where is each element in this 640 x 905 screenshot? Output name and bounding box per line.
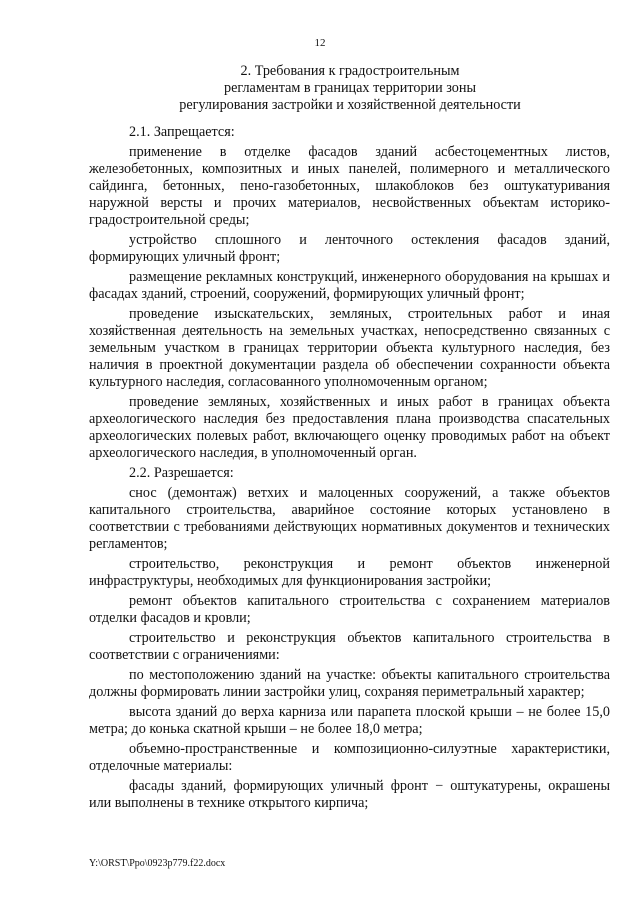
heading-line: 2. Требования к градостроительным: [240, 63, 460, 79]
page-number: 12: [314, 37, 326, 49]
heading-line: регламентам в границах территории зоны: [223, 80, 477, 96]
paragraph: ремонт объектов капитального строительства с сохранением материалов отделки фасадов и кровли;: [89, 593, 610, 626]
paragraph: проведение изыскательских, земляных, строительных работ и иная хозяйственная деятельность на земельных участках, непосредственно связанных с земельным участком в границах территории объекта культурного наследия, без наличия в проектной документации раздела об обеспечении сохранности объекта культурного наследия, согласованного уполномоченным органом;: [89, 306, 610, 390]
paragraph: снос (демонтаж) ветхих и малоценных сооружений, а также объектов капитального строительства, аварийное состояние которых установлено в соответствии с требованиями действующих нормативных документов и технических регламентов;: [89, 485, 610, 552]
paragraph: объемно-пространственные и композиционно-силуэтные характеристики, отделочные материалы:: [89, 741, 610, 774]
paragraph: высота зданий до верха карниза или парапета плоской крыши – не более 15,0 метра; до конька скатной крыши – не более 18,0 метра;: [89, 704, 610, 737]
paragraph: применение в отделке фасадов зданий асбестоцементных листов, железобетонных, композитных и иных панелей, полимерного и металлического сайдинга, бетонных, пено-газобетонных, шлакоблоков без оштукатуривания наружной версты и прочих материалов, несвойственных объектам историко-градостроительной среды;: [89, 144, 610, 228]
paragraph: устройство сплошного и ленточного остекления фасадов зданий, формирующих уличный фронт;: [89, 232, 610, 265]
paragraph: строительство, реконструкция и ремонт объектов инженерной инфраструктуры, необходимых для функционирования застройки;: [89, 556, 610, 589]
subsection-heading-prohibited: 2.1. Запрещается:: [129, 124, 235, 140]
section-heading: [90, 63, 610, 114]
subsection-heading-allowed: 2.2. Разрешается:: [129, 465, 234, 481]
paragraph: размещение рекламных конструкций, инженерного оборудования на крышах и фасадах зданий, строений, сооружений, формирующих уличный фронт;: [89, 269, 610, 302]
paragraph: фасады зданий, формирующих уличный фронт − оштукатурены, окрашены или выполнены в технике открытого кирпича;: [89, 778, 610, 811]
heading-line: регулирования застройки и хозяйственной деятельности: [179, 97, 521, 113]
paragraph: строительство и реконструкция объектов капитального строительства в соответствии с ограничениями:: [89, 630, 610, 663]
footer-file-path: Y:\ORST\Ppo\0923p779.f22.docx: [89, 858, 226, 869]
paragraph: проведение земляных, хозяйственных и иных работ в границах объекта археологического наследия без предоставления плана производства спасательных археологических полевых работ, включающего оценку проводимых работ на объект археологического наследия, в уполномоченный орган.: [89, 394, 610, 461]
paragraph: по местоположению зданий на участке: объекты капитального строительства должны формировать линии застройки улиц, сохраняя периметральный характер;: [89, 667, 610, 700]
document-body: [89, 124, 610, 815]
